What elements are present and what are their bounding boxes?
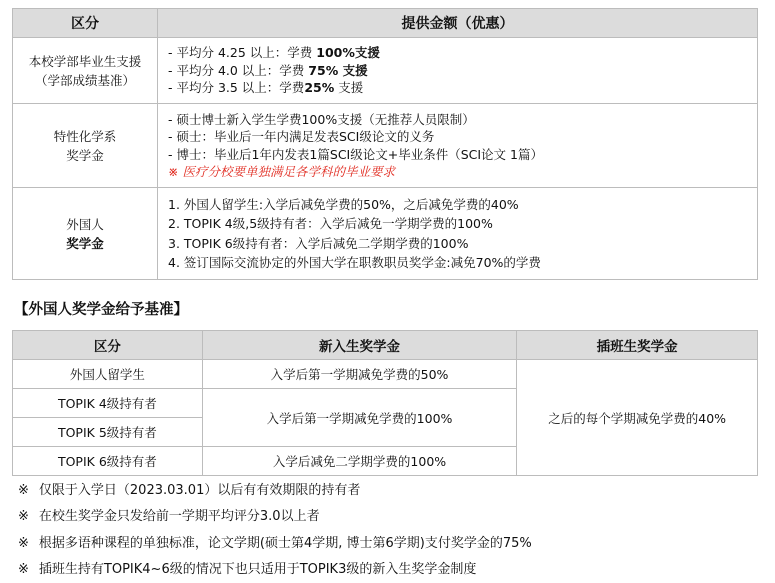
row-label: TOPIK 5级持有者 — [13, 418, 203, 447]
row-category-cell — [13, 38, 158, 104]
table-header-row — [13, 9, 758, 38]
footnote — [18, 478, 532, 504]
list-item — [168, 62, 757, 80]
list-item: 4. 签订国际交流协定的外国大学在职教职员奖学金:减免70%的学费 — [168, 255, 541, 270]
footnote — [18, 531, 532, 557]
row-label: TOPIK 4级持有者 — [13, 389, 203, 418]
reference-mark-icon: ※ — [18, 509, 29, 525]
header-amount: 提供金额（优惠） — [158, 9, 758, 38]
foreign-scholarship-criteria-table — [12, 330, 758, 476]
list-item: - 博士：毕业后1年内发表1篇SCI级论文+毕业条件（SCI论文 1篇） — [168, 146, 543, 162]
header-category: 区分 — [13, 9, 158, 38]
list-item: 3. TOPIK 6级持有者：入学后减免二学期学费的100% — [168, 235, 469, 251]
item-bold: 75% 支援 — [308, 62, 368, 78]
header-transfer: 插班生奖学金 — [517, 331, 758, 360]
row-category-cell — [13, 188, 158, 280]
list-item — [168, 79, 757, 97]
footnote — [18, 557, 532, 583]
list-item — [168, 44, 757, 62]
reference-mark-icon: ※ — [18, 561, 29, 577]
row-items-cell — [158, 188, 758, 280]
category-line: （学部成绩基准） — [34, 72, 135, 88]
row-category-cell — [13, 104, 158, 188]
list-item: - 硕士：毕业后一年内满足发表SCI级论文的义务 — [168, 129, 435, 144]
category-line: 外国人 — [66, 216, 104, 232]
row-items-cell — [158, 104, 758, 188]
list-item: 1. 外国人留学生:入学后减免学费的50%，之后减免学费的40% — [168, 196, 519, 212]
new-student-cell: 入学后减免二学期学费的100% — [202, 447, 517, 476]
item-text: 支援 — [334, 80, 364, 96]
row-label: 外国人留学生 — [13, 360, 203, 389]
footnote-text: 在校生奖学金只发给前一学期平均评分3.0以上者 — [38, 509, 320, 525]
medical-branch-note: ※ 医疗分校要单独满足各学科的毕业要求 — [168, 164, 395, 179]
row-items-cell — [158, 38, 758, 104]
list-item: 2. TOPIK 4级,5级持有者：入学后减免一学期学费的100% — [168, 216, 493, 231]
item-text: - 平均分 3.5 以上：学费 — [168, 80, 305, 96]
scholarship-amount-table — [12, 8, 758, 280]
header-category: 区分 — [13, 331, 203, 360]
new-student-cell: 入学后第一学期减免学费的50% — [202, 360, 517, 389]
footnote — [18, 504, 532, 530]
category-line: 奖学金 — [66, 147, 104, 163]
category-line: 特性化学系 — [53, 128, 117, 144]
footnotes — [18, 478, 532, 583]
section-title: 【外国人奖学金给予基准】 — [14, 302, 188, 318]
footnote-text: 插班生持有TOPIK4~6级的情况下也只适用于TOPIK3级的新入生奖学金制度 — [38, 561, 477, 577]
reference-mark-icon: ※ — [18, 483, 29, 498]
table-row — [13, 38, 758, 104]
item-text: - 平均分 4.0 以上：学费 — [168, 62, 309, 78]
table-row — [13, 360, 758, 389]
new-student-cell: 入学后第一学期减免学费的100% — [202, 389, 517, 447]
transfer-cell: 之后的每个学期减免学费的40% — [517, 360, 758, 476]
item-bold: 100%支援 — [316, 45, 380, 61]
reference-mark-icon: ※ — [18, 535, 29, 551]
footnote-text: 仅限于入学日（2023.03.01）以后有有效期限的持有者 — [38, 483, 361, 498]
row-label: TOPIK 6级持有者 — [13, 447, 203, 476]
table-row — [13, 104, 758, 188]
footnote-text: 根据多语种课程的单独标准，论文学期(硕士第4学期, 博士第6学期)支付奖学金的75% — [38, 535, 532, 551]
table-header-row — [13, 331, 758, 360]
header-new-student: 新入生奖学金 — [202, 331, 517, 360]
category-line: 奖学金 — [66, 235, 104, 251]
item-bold: 25% — [304, 80, 335, 96]
list-item: - 硕士博士新入学生学费100%支援（无推荐人员限制） — [168, 111, 475, 127]
item-text: - 平均分 4.25 以上：学费 — [168, 45, 317, 61]
table-row — [13, 188, 758, 280]
category-line: 本校学部毕业生支援 — [28, 53, 142, 69]
